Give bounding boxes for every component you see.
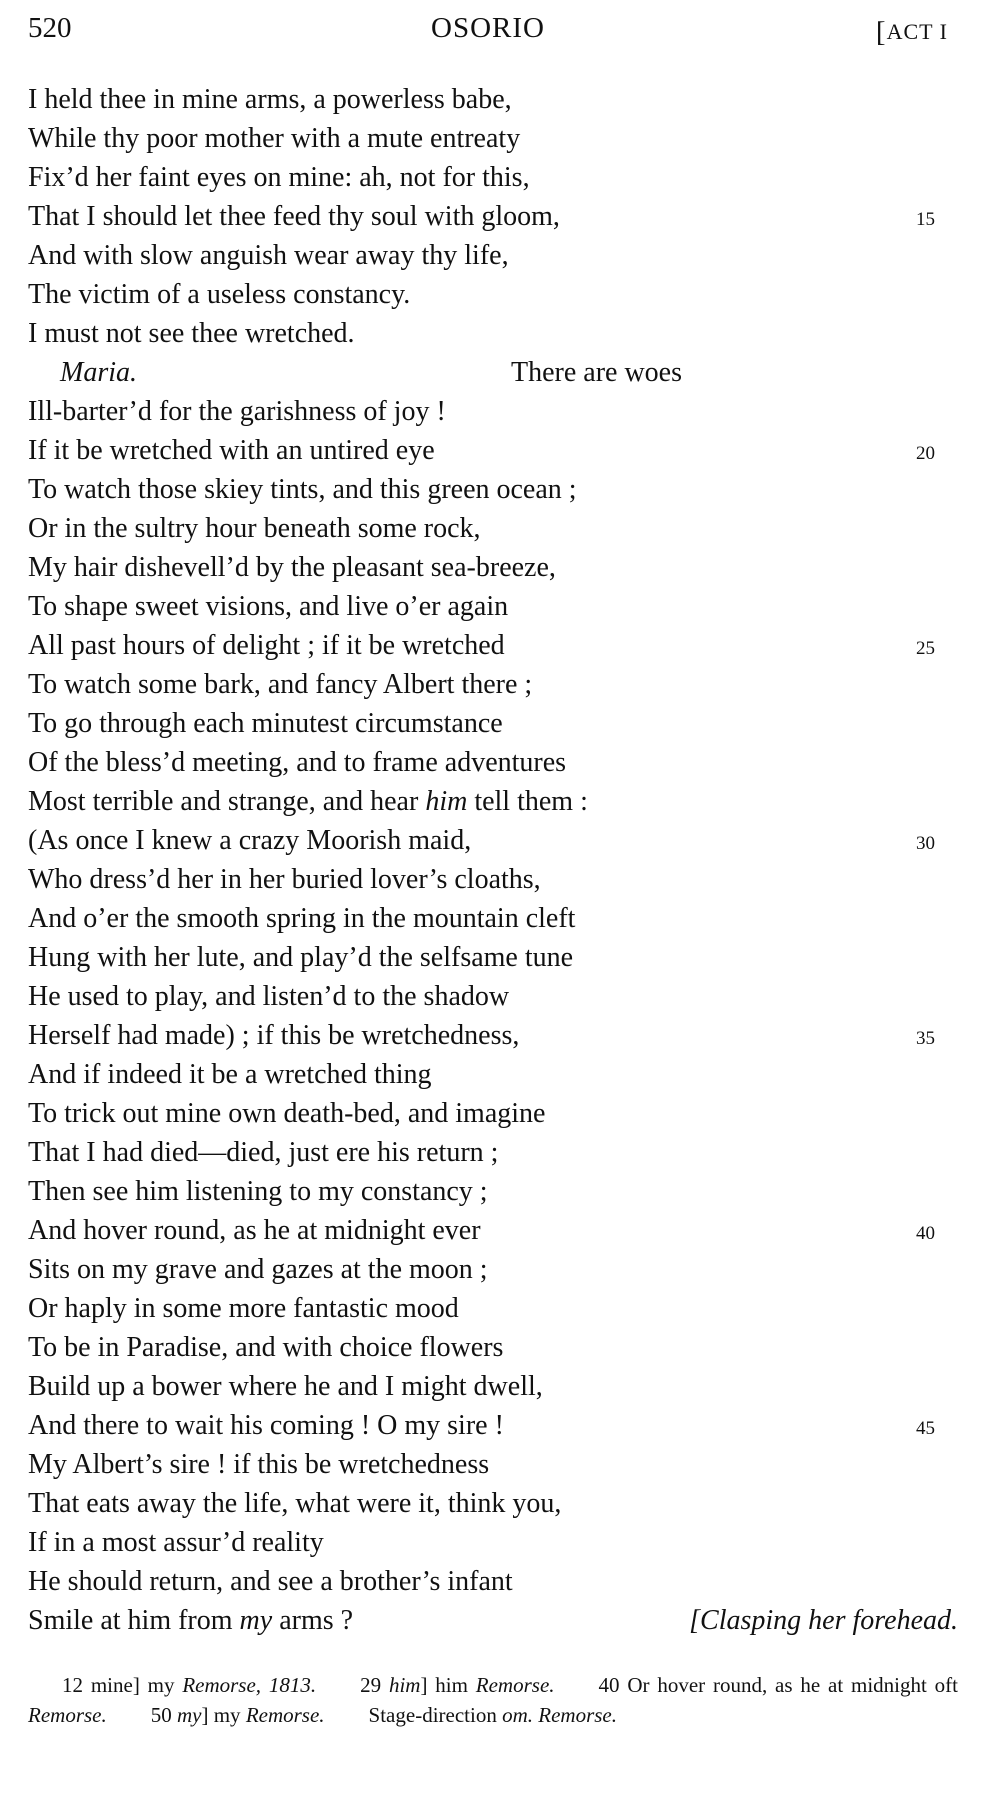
verse-line: My hair dishevell’d by the pleasant sea-breeze, xyxy=(28,552,556,583)
verse-line: To shape sweet visions, and live o’er again xyxy=(28,591,509,622)
line-number: 30 xyxy=(916,833,935,854)
verse-line: Who dress’d her in her buried lover’s cloaths, xyxy=(28,864,541,895)
verse-line: I must not see thee wretched. xyxy=(28,318,355,349)
speaker-line xyxy=(28,353,958,392)
line-number: 15 xyxy=(916,209,935,230)
line-number: 25 xyxy=(916,638,935,659)
verse-line: The victim of a useless constancy. xyxy=(28,279,411,310)
verse-line: Or in the sultry hour beneath some rock, xyxy=(28,513,481,544)
verse-line: To be in Paradise, and with choice flowers xyxy=(28,1332,504,1363)
verse-line: Of the bless’d meeting, and to frame adventures xyxy=(28,747,567,778)
verse-line: Fix’d her faint eyes on mine: ah, not for this, xyxy=(28,162,530,193)
act-text: ACT I xyxy=(886,19,948,44)
verse-line: And o’er the smooth spring in the mountain cleft xyxy=(28,903,576,934)
verse-line: If it be wretched with an untired eye 20 xyxy=(28,431,958,470)
verse-line: That I should let thee feed thy soul with gloom, 15 xyxy=(28,197,958,236)
verse-line: That eats away the life, what were it, think you, xyxy=(28,1488,562,1519)
act-bracket: [ xyxy=(875,16,887,48)
running-title: OSORIO xyxy=(431,12,545,44)
verse-line: That I had died—died, just ere his return ; xyxy=(28,1137,499,1168)
line-number: 40 xyxy=(916,1223,935,1244)
emphasis: him xyxy=(425,786,468,817)
verse-line: To trick out mine own death-bed, and imagine xyxy=(28,1098,546,1129)
line-number: 35 xyxy=(916,1028,935,1049)
running-header xyxy=(28,8,948,48)
verse-line: To watch some bark, and fancy Albert there ; xyxy=(28,669,533,700)
verse-line: I held thee in mine arms, a powerless babe, xyxy=(28,84,512,115)
verse-line: If in a most assur’d reality xyxy=(28,1527,324,1558)
verse-text xyxy=(28,80,958,1640)
verse-line: All past hours of delight ; if it be wretched 25 xyxy=(28,626,958,665)
verse-line: While thy poor mother with a mute entreaty xyxy=(28,123,521,154)
stage-direction: [Clasping her forehead. xyxy=(689,1605,958,1636)
verse-line: Build up a bower where he and I might dwell, xyxy=(28,1371,543,1402)
verse-line: And if indeed it be a wretched thing xyxy=(28,1059,432,1090)
verse-line: He used to play, and listen’d to the shadow xyxy=(28,981,510,1012)
verse-line: Sits on my grave and gazes at the moon ; xyxy=(28,1254,488,1285)
verse-line: And with slow anguish wear away thy life, xyxy=(28,240,509,271)
split-line-continuation: There are woes xyxy=(511,357,683,388)
verse-line: To go through each minutest circumstance xyxy=(28,708,503,739)
verse-line: (As once I knew a crazy Moorish maid, 30 xyxy=(28,821,958,860)
verse-line: And hover round, as he at midnight ever 40 xyxy=(28,1211,958,1250)
verse-line: Ill-barter’d for the garishness of joy ! xyxy=(28,396,446,427)
verse-line: Smile at him from my arms ? [Clasping her forehead. xyxy=(28,1601,958,1640)
verse-line: To watch those skiey tints, and this green ocean ; xyxy=(28,474,577,505)
page-number: 520 xyxy=(28,12,72,44)
textual-notes xyxy=(28,1670,958,1730)
verse-line: Herself had made) ; if this be wretchedness, 35 xyxy=(28,1016,958,1055)
verse-line: And there to wait his coming ! O my sire ! 45 xyxy=(28,1406,958,1445)
line-number: 45 xyxy=(916,1418,935,1439)
speaker-name: Maria. xyxy=(60,357,137,388)
act-label xyxy=(876,14,948,47)
emphasis: my xyxy=(239,1605,273,1636)
verse-line: Then see him listening to my constancy ; xyxy=(28,1176,488,1207)
verse-line: Hung with her lute, and play’d the selfsame tune xyxy=(28,942,574,973)
notes-paragraph: 12 mine] my Remorse, 1813. 29 him] him Remorse. 40 Or hover round, as he at midnight oft Remorse. 50 my] my Remorse. Stage-direction om. Remorse. xyxy=(28,1673,958,1727)
verse-line: He should return, and see a brother’s infant xyxy=(28,1566,513,1597)
verse-line: My Albert’s sire ! if this be wretchedness xyxy=(28,1449,490,1480)
verse-line: Most terrible and strange, and hear him tell them : xyxy=(28,786,588,817)
line-number: 20 xyxy=(916,443,935,464)
verse-line: Or haply in some more fantastic mood xyxy=(28,1293,459,1324)
